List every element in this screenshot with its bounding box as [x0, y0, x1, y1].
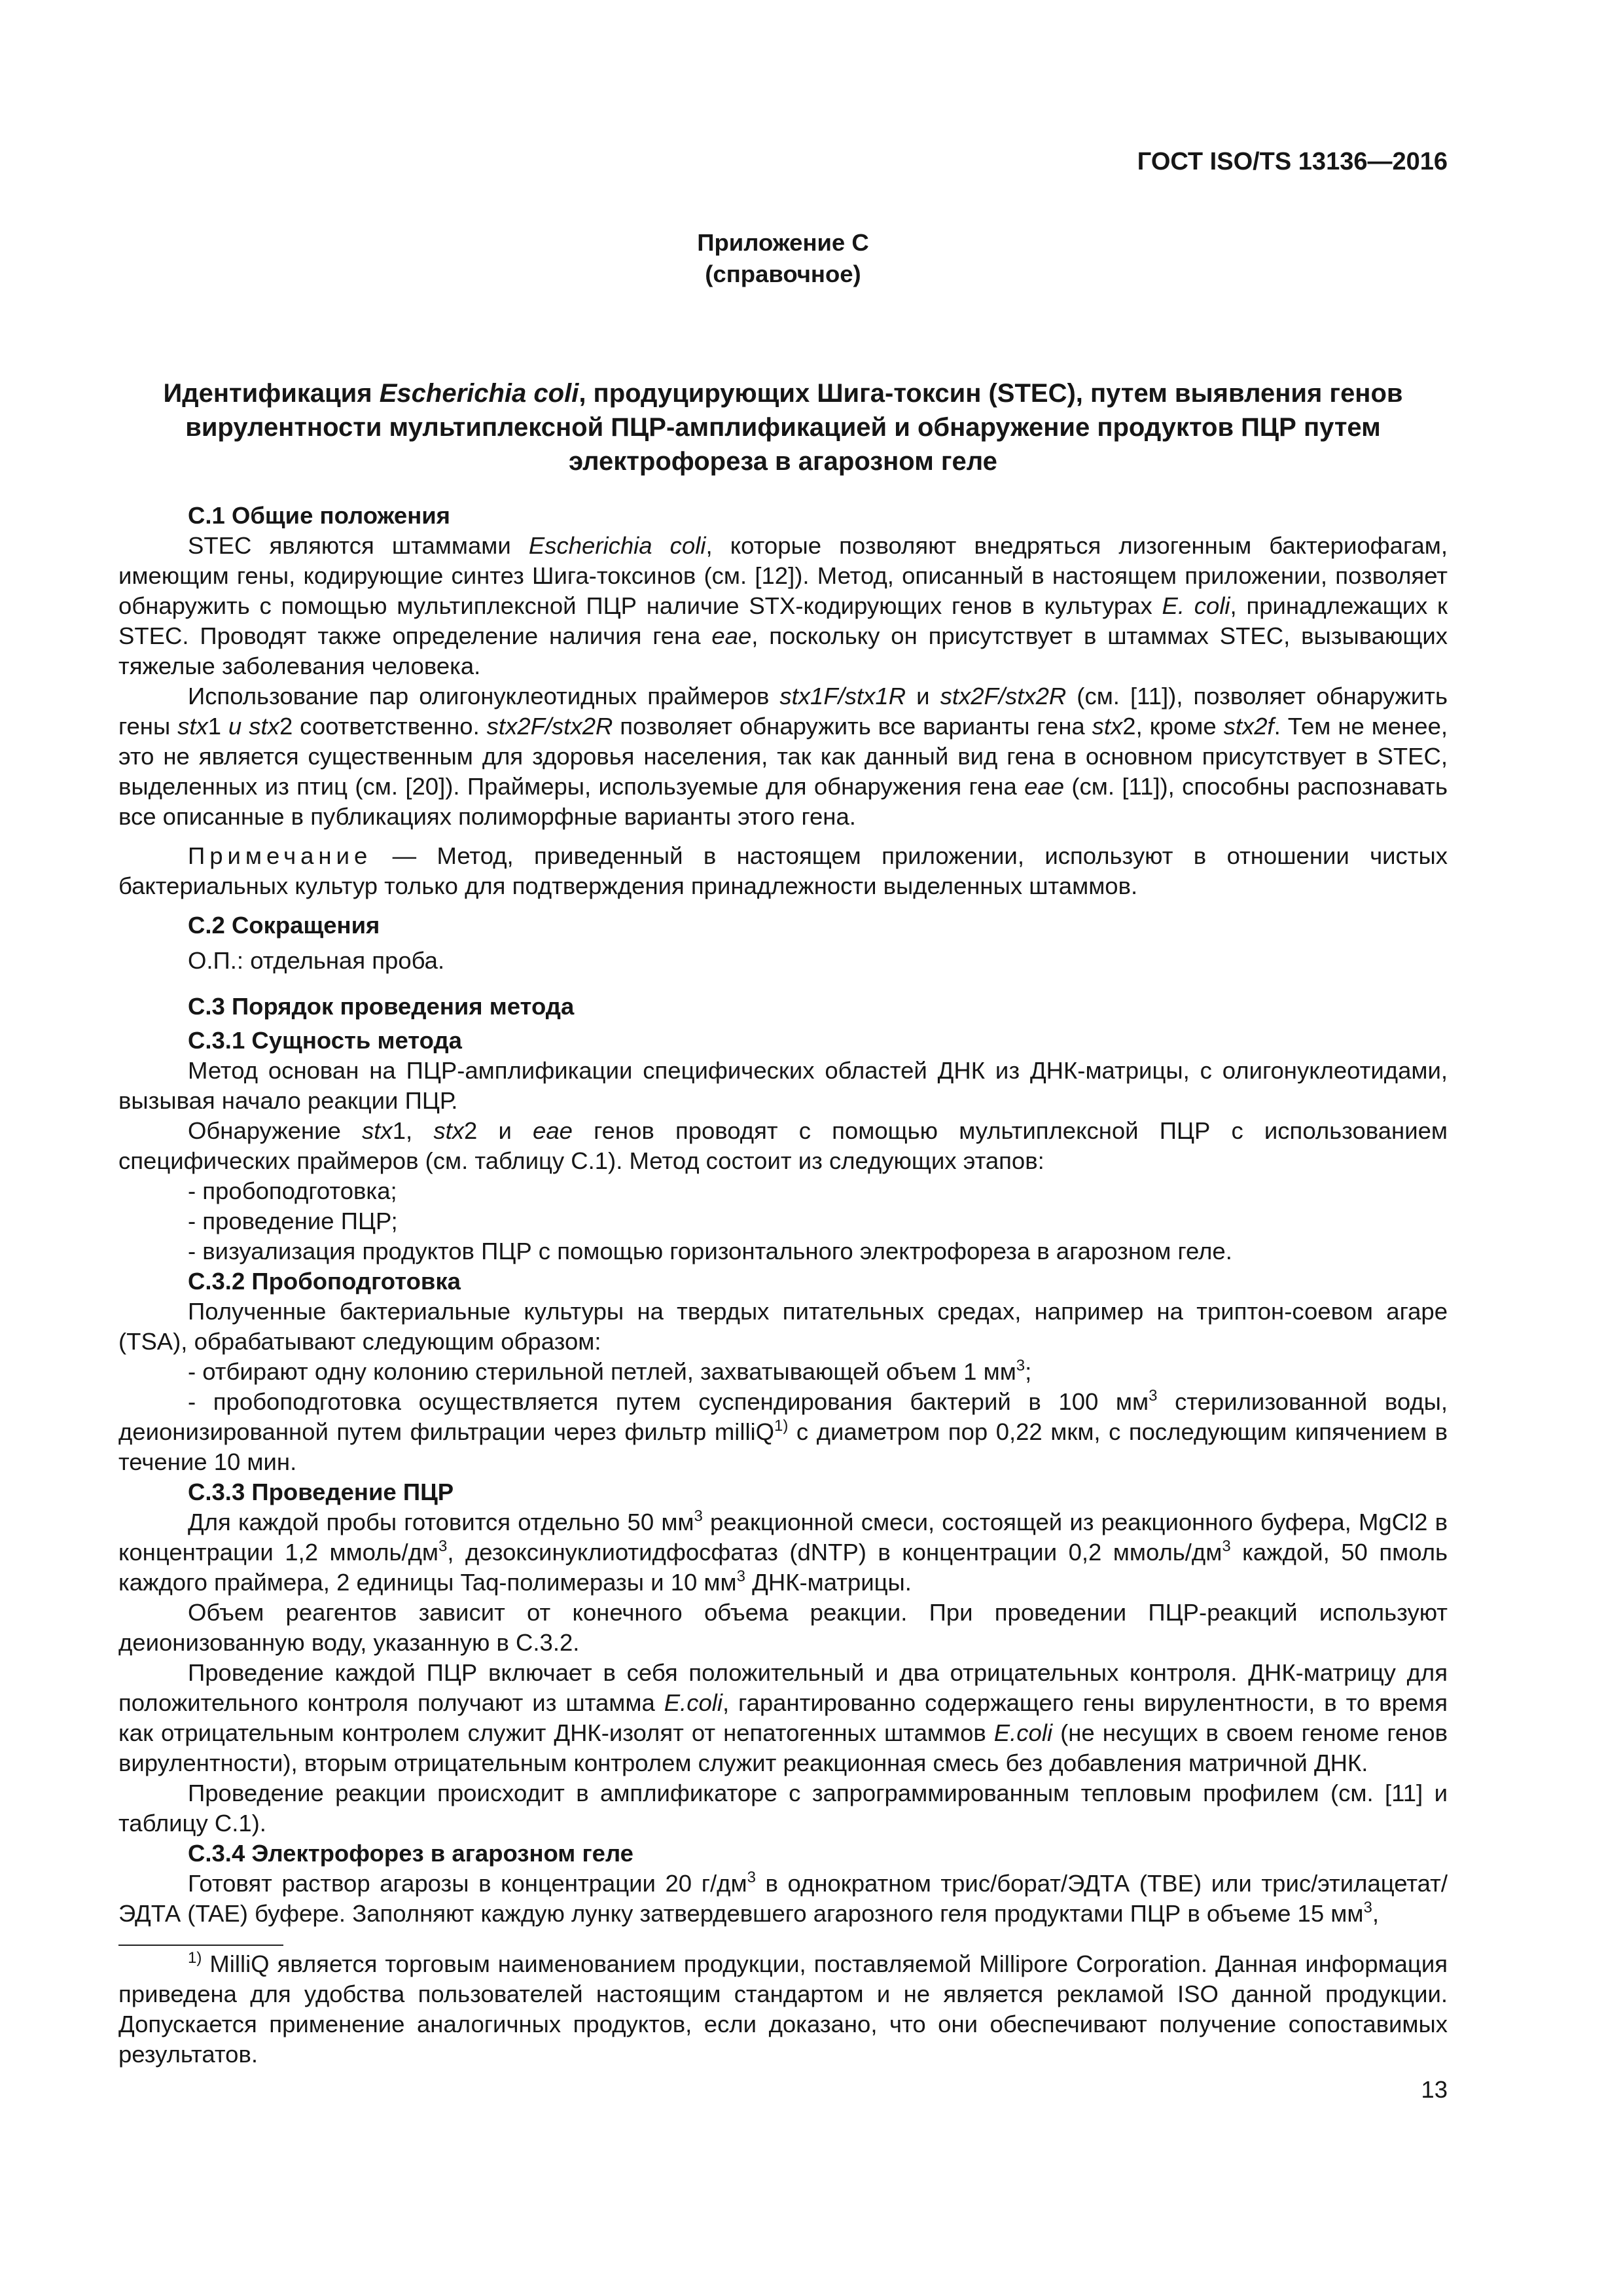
paragraph: Обнаружение stx1, stx2 и eae генов проводят с помощью мультиплексной ПЦР с использованием специфических праймеров (см. таблицу С.1). Метод состоит из следующих этапов:: [118, 1117, 1448, 1174]
annex-label: Приложение С: [697, 229, 869, 256]
footnote-ref: 1): [774, 1417, 789, 1435]
section-heading-c1: С.1 Общие положения: [188, 502, 450, 529]
footnote-text: MilliQ является торговым наименованием продукции, поставляемой Millipore Corporation. Данная информация приведена для удобства пользователей настоящим стандартом и не является рекламой ISO данной продукции. Допускается применение аналогичных продуктов, если доказано, что они обеспечивают получение сопоставимых результатов.: [118, 1950, 1448, 2068]
paragraph: STEC являются штаммами Escherichia coli, которые позволяют внедряться лизогенным бактериофагам, имеющим гены, кодирующие синтез Шига-токсинов (см. [12]). Метод, описанный в настоящем приложении, позволяет обнаружить с помощью мультиплексной ПЦР наличие STX-кодирующих генов в культурах E. coli, принадлежащих к STEC. Проводят также определение наличия гена eae, поскольку он присутствует в штаммах STEC, вызывающих тяжелые заболевания человека.: [118, 532, 1448, 679]
body-text: [118, 501, 1448, 1929]
paragraph: Для каждой пробы готовится отдельно 50 $мм^3$ реакционной смеси, состоящей из реакционного буфера, MgCl2 в концентрации 1,2 ммоль/$дм^3$, дезоксинуклиотидфосфатаз (dNTP) в концентрации 0,2 ммоль/$дм^3$ каждой, 50 пмоль каждого праймера, 2 единицы Taq-полимеразы и 10 $мм^3$ ДНК-матрицы.: [118, 1507, 1448, 1596]
list-item: - проведение ПЦР;: [188, 1208, 398, 1234]
paragraph: О.П.: отдельная проба.: [188, 947, 445, 974]
list-item: - пробоподготовка осуществляется путем суспендирования бактерий в 100 $мм^3$ стерилизованной воды, деионизированной путем фильтрации через фильтр milliQ$^{1)}$ с диаметром пор 0,22 мкм, с последующим кипячением в течение 10 мин.: [118, 1387, 1448, 1475]
footnote: [118, 1949, 1448, 2070]
list-item: - отбирают одну колонию стерильной петлей, захватывающей объем 1 $мм^3$;: [188, 1357, 1032, 1385]
footnote-mark: 1): [188, 1949, 202, 1967]
paragraph: Использование пар олигонуклеотидных праймеров stx1F/stx1R и stx2F/stx2R (см. [11]), позволяет обнаружить гены stx1 и stx2 соответственно. stx2F/stx2R позволяет обнаружить все варианты гена stx2, кроме stx2f. Тем не менее, это не является существенным для здоровья населения, так как данный вид гена в основном присутствует в STEC, выделенных из птиц (см. [20]). Праймеры, используемые для обнаружения гена eae (см. [11]), способны распознавать все описанные в публикациях полиморфные варианты этого гена.: [118, 683, 1448, 830]
list-item: - визуализация продуктов ПЦР с помощью горизонтального электрофореза в агарозном геле.: [188, 1238, 1232, 1265]
paragraph: Метод основан на ПЦР-амплификации специфических областей ДНК из ДНК-матрицы, с олигонуклеотидами, вызывая начало реакции ПЦР.: [118, 1057, 1448, 1114]
paragraph: Объем реагентов зависит от конечного объема реакции. При проведении ПЦР-реакций используют деионизованную воду, указанную в С.3.2.: [118, 1599, 1448, 1656]
annex-title: Идентификация Escherichia coli, продуцирующих Шига-токсин (STEC), путем выявления генов вирулентности мультиплексной ПЦР-амплификацией и обнаружение продуктов ПЦР путем электрофореза в агарозном геле: [163, 379, 1403, 476]
paragraph: Готовят раствор агарозы в концентрации 20 $г/дм^3$ в однократном трис/борат/ЭДТА (TBE) или трис/этилацетат/ЭДТА (TAE) буфере. Заполняют каждую лунку затвердевшего агарозного геля продуктами ПЦР в объеме 15 $мм^3$,: [118, 1869, 1448, 1927]
standard-code: ГОСТ ISO/TS 13136—2016: [1137, 148, 1448, 175]
section-heading-c34: С.3.4 Электрофорез в агарозном геле: [188, 1840, 633, 1867]
section-heading-c2: С.2 Сокращения: [188, 912, 380, 939]
note-label: Примечание: [188, 842, 372, 869]
page-number: 13: [1421, 2076, 1448, 2103]
paragraph: Проведение каждой ПЦР включает в себя положительный и два отрицательных контроля. ДНК-матрицу для положительного контроля получают из штамма E.coli, гарантированно содержащего гены вирулентности, в то время как отрицательным контролем служит ДНК-изолят от непатогенных штаммов E.coli (не несущих в своем геноме генов вирулентности), вторым отрицательным контролем служит реакционная смесь без добавления матричной ДНК.: [118, 1659, 1448, 1776]
section-heading-c32: С.3.2 Пробоподготовка: [188, 1268, 461, 1295]
annex-type: (справочное): [705, 260, 861, 287]
section-heading-c33: С.3.3 Проведение ПЦР: [188, 1479, 454, 1505]
footnote-separator: [118, 1945, 283, 1946]
paragraph: Полученные бактериальные культуры на твердых питательных средах, например на триптон-соевом агаре (TSA), обрабатывают следующим образом:: [118, 1298, 1448, 1355]
section-heading-c3: С.3 Порядок проведения метода: [188, 993, 575, 1020]
annex-heading: [118, 227, 1448, 290]
note: Примечание — Метод, приведенный в настоящем приложении, используют в отношении чистых бактериальных культур только для подтверждения принадлежности выделенных штаммов.: [118, 842, 1448, 899]
section-heading-c31: С.3.1 Сущность метода: [188, 1027, 462, 1054]
paragraph: Проведение реакции происходит в амплификаторе с запрограммированным тепловым профилем (см. [11] и таблицу С.1).: [118, 1780, 1448, 1837]
list-item: - пробоподготовка;: [188, 1177, 397, 1204]
